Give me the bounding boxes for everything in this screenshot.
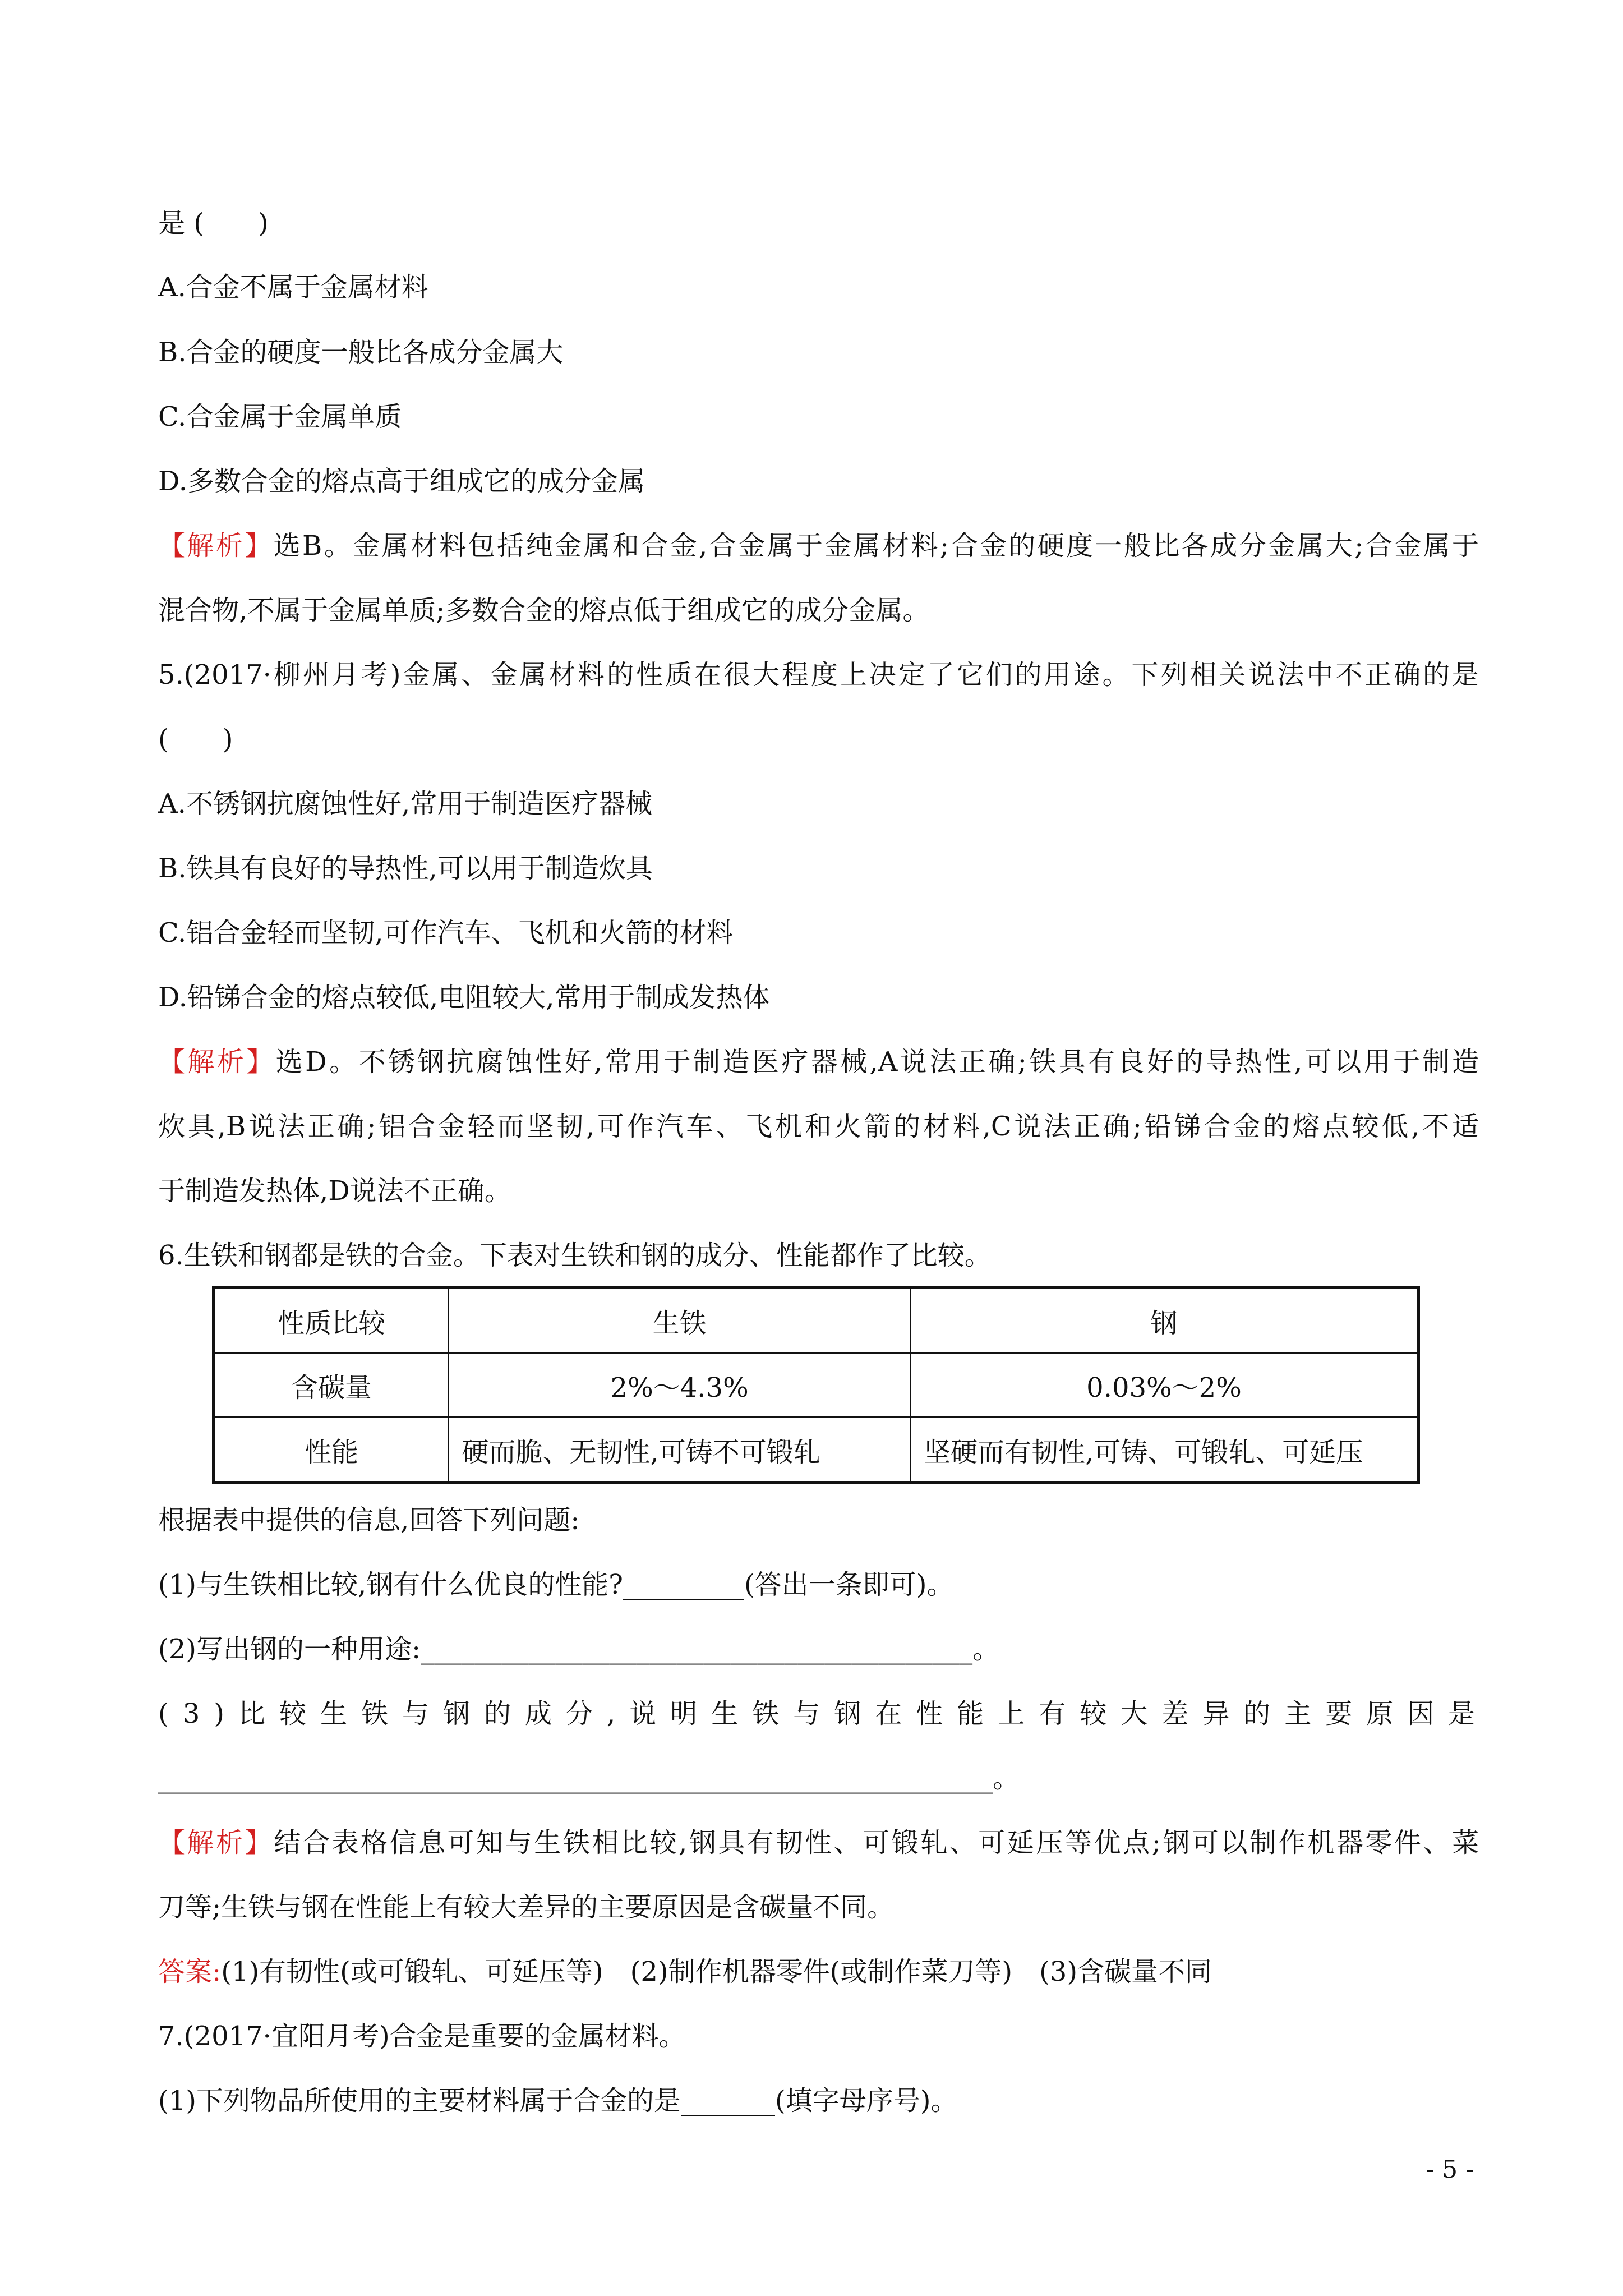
question-6-part-2: (2)写出钢的一种用途:_________________________________________。: [158, 1634, 1000, 1665]
table-row: [214, 1287, 1418, 1353]
analysis-5-line-1: [158, 1045, 1479, 1079]
page-number: - 5 -: [1426, 2155, 1474, 2184]
analysis-text: 选B。金属材料包括纯金属和合金,合金属于金属材料;合金的硬度一般比各成分金属大;合金属于: [273, 530, 1479, 562]
table-row: [214, 1353, 1418, 1418]
question-5-blank: ( ): [158, 724, 233, 755]
analysis-5-line-2: 炊具,B说法正确;铝合金轻而坚韧,可作汽车、飞机和火箭的材料,C说法正确;铅锑合金的熔点较低,不适: [158, 1111, 1479, 1142]
table-cell: 性能: [214, 1418, 449, 1483]
table-cell: 含碳量: [214, 1353, 449, 1418]
table-header-cell: 钢: [911, 1287, 1419, 1353]
analysis-tag: 【解析】: [158, 1827, 274, 1858]
question-6-part-1: (1)与生铁相比较,钢有什么优良的性能?_________(答出一条即可)。: [158, 1569, 954, 1600]
question-6-prompt: 根据表中提供的信息,回答下列问题:: [158, 1504, 580, 1536]
table-cell: 2%～4.3%: [449, 1353, 911, 1418]
question-6-part-3: (3)比较生铁与钢的成分,说明生铁与钢在性能上有较大差异的主要原因是: [158, 1698, 1490, 1729]
option-a: A.不锈钢抗腐蚀性好,常用于制造医疗器械: [158, 788, 653, 820]
question-5-stem: 5.(2017·柳州月考)金属、金属材料的性质在很大程度上决定了它们的用途。下列相关说法中不正确的是: [158, 659, 1479, 691]
table-cell: 坚硬而有韧性,可铸、可锻轧、可延压: [911, 1418, 1419, 1483]
answer-text: (1)有韧性(或可锻轧、可延压等) (2)制作机器零件(或制作菜刀等) (3)含碳量不同: [221, 1956, 1212, 1987]
question-6-stem: 6.生铁和钢都是铁的合金。下表对生铁和钢的成分、性能都作了比较。: [158, 1240, 992, 1271]
analysis-5-line-3: 于制造发热体,D说法不正确。: [158, 1175, 511, 1207]
analysis-text: 结合表格信息可知与生铁相比较,钢具有韧性、可锻轧、可延压等优点;钢可以制作机器零件、菜: [274, 1827, 1479, 1858]
option-a: A.合金不属于金属材料: [158, 272, 428, 303]
table-cell: 0.03%～2%: [911, 1353, 1419, 1418]
option-c: C.铝合金轻而坚韧,可作汽车、飞机和火箭的材料: [158, 917, 734, 949]
question-7-part-1: (1)下列物品所使用的主要材料属于合金的是_______(填字母序号)。: [158, 2085, 958, 2116]
option-b: B.合金的硬度一般比各成分金属大: [158, 337, 564, 368]
analysis-4-line-2: 混合物,不属于金属单质;多数合金的熔点低于组成它的成分金属。: [158, 595, 930, 626]
question-6-part-3-blank: ______________________________________________________________。: [158, 1763, 1020, 1794]
option-d: D.多数合金的熔点高于组成它的成分金属: [158, 466, 645, 497]
analysis-text: 选D。不锈钢抗腐蚀性好,常用于制造医疗器械,A说法正确;铁具有良好的导热性,可以用于制造: [275, 1046, 1479, 1078]
analysis-4-line-1: [158, 529, 1479, 563]
table-header-cell: 性质比较: [214, 1287, 449, 1353]
analysis-6-line-1: [158, 1826, 1479, 1860]
analysis-6-line-2: 刀等;生铁与钢在性能上有较大差异的主要原因是含碳量不同。: [158, 1892, 895, 1923]
analysis-tag: 【解析】: [158, 530, 274, 562]
table-cell: 硬而脆、无韧性,可铸不可锻轧: [449, 1418, 911, 1483]
option-d: D.铅锑合金的熔点较低,电阻较大,常用于制成发热体: [158, 982, 770, 1013]
option-c: C.合金属于金属单质: [158, 401, 402, 432]
comparison-table: [212, 1286, 1420, 1484]
answer-6: [158, 1955, 1212, 1989]
table-header-cell: 生铁: [449, 1287, 911, 1353]
table-row: [214, 1418, 1418, 1483]
question-4-stem-end: 是 ( ): [158, 208, 269, 239]
analysis-tag: 【解析】: [158, 1046, 276, 1078]
option-b: B.铁具有良好的导热性,可以用于制造炊具: [158, 853, 653, 884]
answer-tag: 答案:: [158, 1956, 222, 1987]
question-7-stem: 7.(2017·宜阳月考)合金是重要的金属材料。: [158, 2021, 686, 2052]
